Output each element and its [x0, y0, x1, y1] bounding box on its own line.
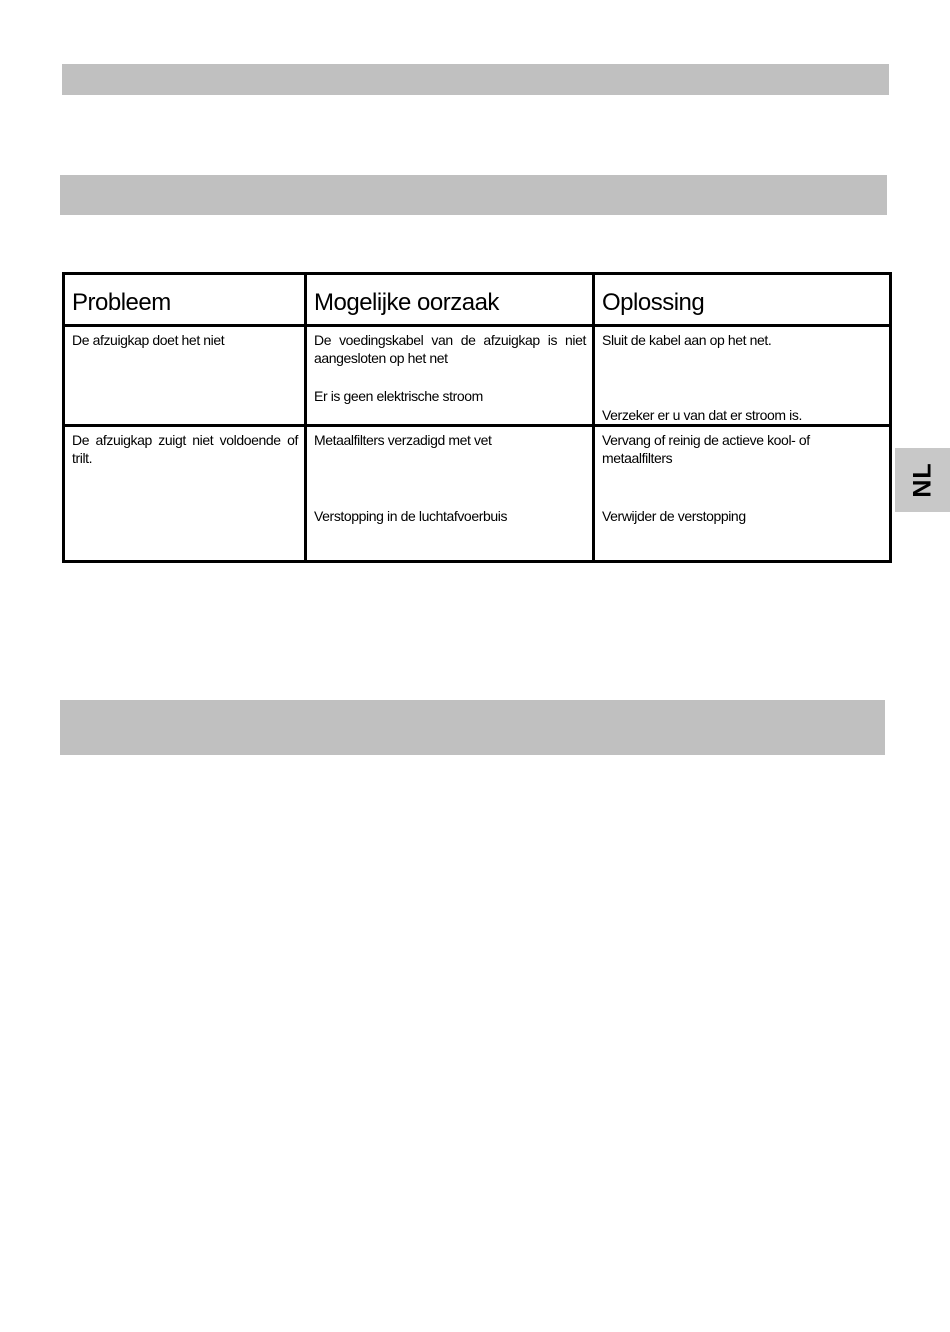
section-heading-bar-2 [60, 175, 887, 215]
solution-text: Verzeker er u van dat er stroom is. [602, 407, 802, 423]
solution-text: Vervang of reinig de actieve kool- of metaalfilters [602, 432, 810, 467]
troubleshooting-table [62, 272, 892, 563]
problem-cell [64, 426, 306, 562]
cause-cell [306, 326, 594, 426]
problem-text: De afzuigkap doet het niet [72, 332, 225, 348]
solution-cell [594, 426, 891, 562]
solution-text: Sluit de kabel aan op het net. [602, 332, 772, 348]
language-tab-label: NL [908, 462, 936, 498]
header-problem: Probleem [64, 274, 306, 326]
header-solution: Oplossing [594, 274, 891, 326]
cause-text: De voedingskabel van de afzuigkap is niet aangesloten op het net [314, 332, 586, 366]
header-cause: Mogelijke oorzaak [306, 274, 594, 326]
table-header-row [64, 274, 891, 326]
section-heading-bar-3 [60, 700, 885, 755]
cause-text: Er is geen elektrische stroom [314, 388, 483, 404]
problem-cell [64, 326, 306, 426]
solution-text: Verwijder de verstopping [602, 508, 746, 525]
cause-text: Verstopping in de luchtafvoerbuis [314, 508, 508, 525]
cause-text: Metaalfilters verzadigd met vet [314, 432, 492, 449]
solution-cell [594, 326, 891, 426]
cause-cell [306, 426, 594, 562]
language-tab [895, 448, 950, 512]
problem-text: De afzuigkap zuigt niet voldoende of trilt. [72, 432, 298, 467]
table-row [64, 426, 891, 562]
table-row [64, 326, 891, 426]
section-heading-bar-1 [62, 64, 889, 95]
